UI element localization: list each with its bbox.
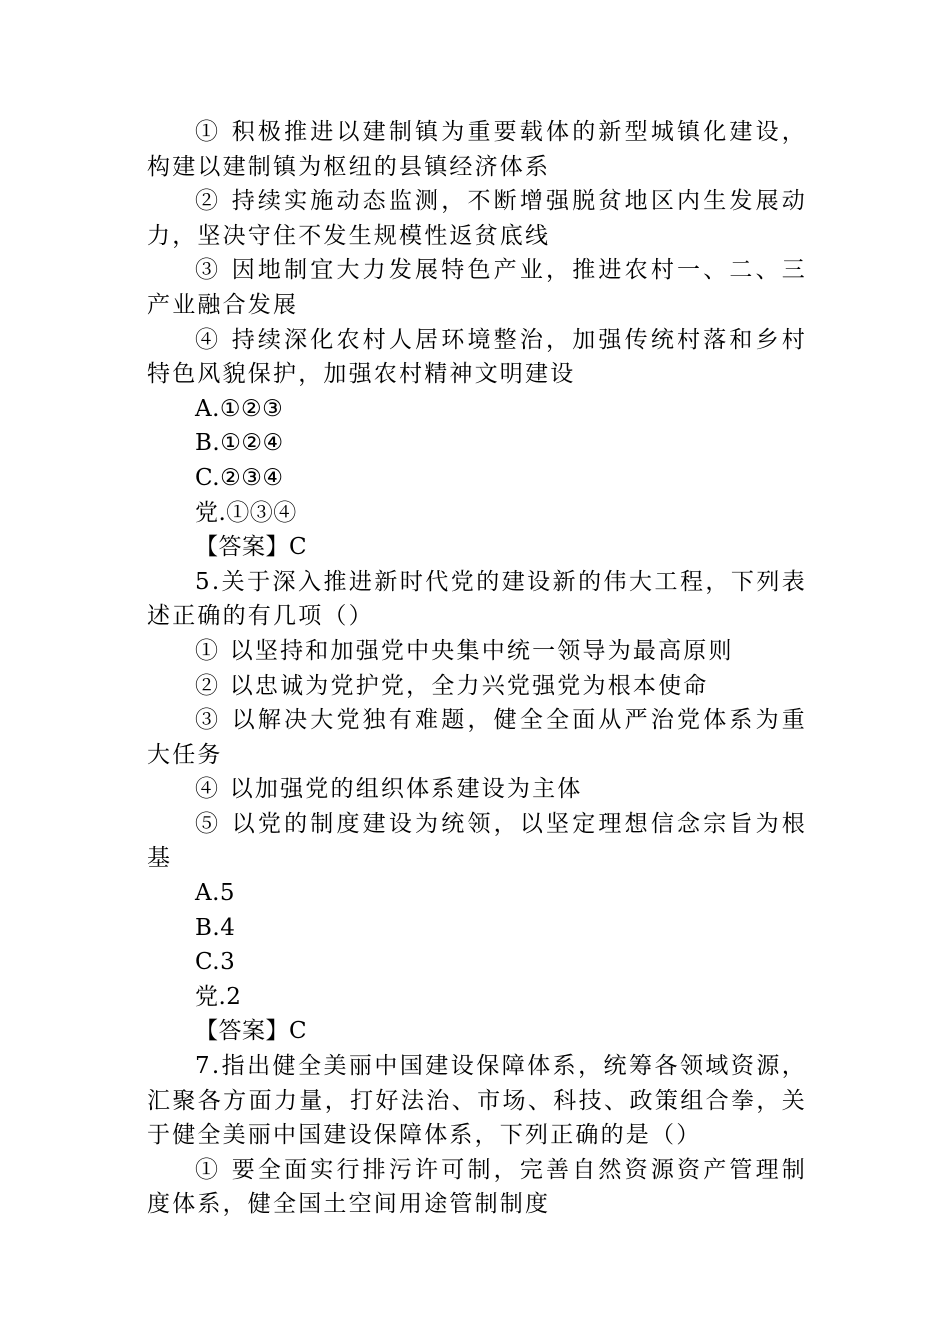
option-statement-3: ③ 因地制宜大力发展特色产业，推进农村一、二、三产业融合发展 <box>147 257 807 318</box>
question-5: 5.关于深入推进新时代党的建设新的伟大工程，下列表述正确的有几项（） <box>147 568 807 630</box>
option-statement-2: ② 持续实施动态监测，不断增强脱贫地区内生发展动力，坚决守住不发生规模性返贫底线 <box>147 188 807 249</box>
q5-statement-4: ④ 以加强党的组织体系建设为主体 <box>195 776 583 803</box>
answer-line: 【答案】C <box>195 534 308 561</box>
choice-b: B.①②④ <box>195 430 284 457</box>
q7-statement-1: ① 要全面实行排污许可制，完善自然资源资产管理制度体系，健全国土空间用途管制制度 <box>147 1156 807 1218</box>
q5-answer-line: 【答案】C <box>195 1018 308 1045</box>
option-statement-4: ④ 持续深化农村人居环境整治，加强传统村落和乡村特色风貌保护，加强农村精神文明建设 <box>147 326 807 388</box>
q5-statement-5: ⑤ 以党的制度建设为统领，以坚定理想信念宗旨为根基 <box>147 810 807 872</box>
choice-d: 党.①③④ <box>195 499 297 526</box>
q5-choice-a: A.5 <box>195 880 236 907</box>
document-body <box>147 115 807 1222</box>
q5-choice-c: C.3 <box>195 949 236 976</box>
q5-choice-b: B.4 <box>195 914 236 941</box>
q5-statement-2: ② 以忠诚为党护党，全力兴党强党为根本使命 <box>195 672 709 699</box>
choice-a: A.①②③ <box>195 395 284 422</box>
q5-statement-1: ① 以坚持和加强党中央集中统一领导为最高原则 <box>195 637 734 664</box>
choice-c: C.②③④ <box>195 464 284 491</box>
option-statement-1: ① 积极推进以建制镇为重要载体的新型城镇化建设，构建以建制镇为枢纽的县镇经济体系 <box>147 119 807 180</box>
q5-choice-d: 党.2 <box>195 983 242 1010</box>
q5-statement-3: ③ 以解决大党独有难题，健全全面从严治党体系为重大任务 <box>147 707 807 768</box>
question-7: 7.指出健全美丽中国建设保障体系，统筹各领域资源，汇聚各方面力量，打好法治、市场、科技、政策组合拳，关于健全美丽中国建设保障体系，下列正确的是（） <box>147 1053 807 1149</box>
